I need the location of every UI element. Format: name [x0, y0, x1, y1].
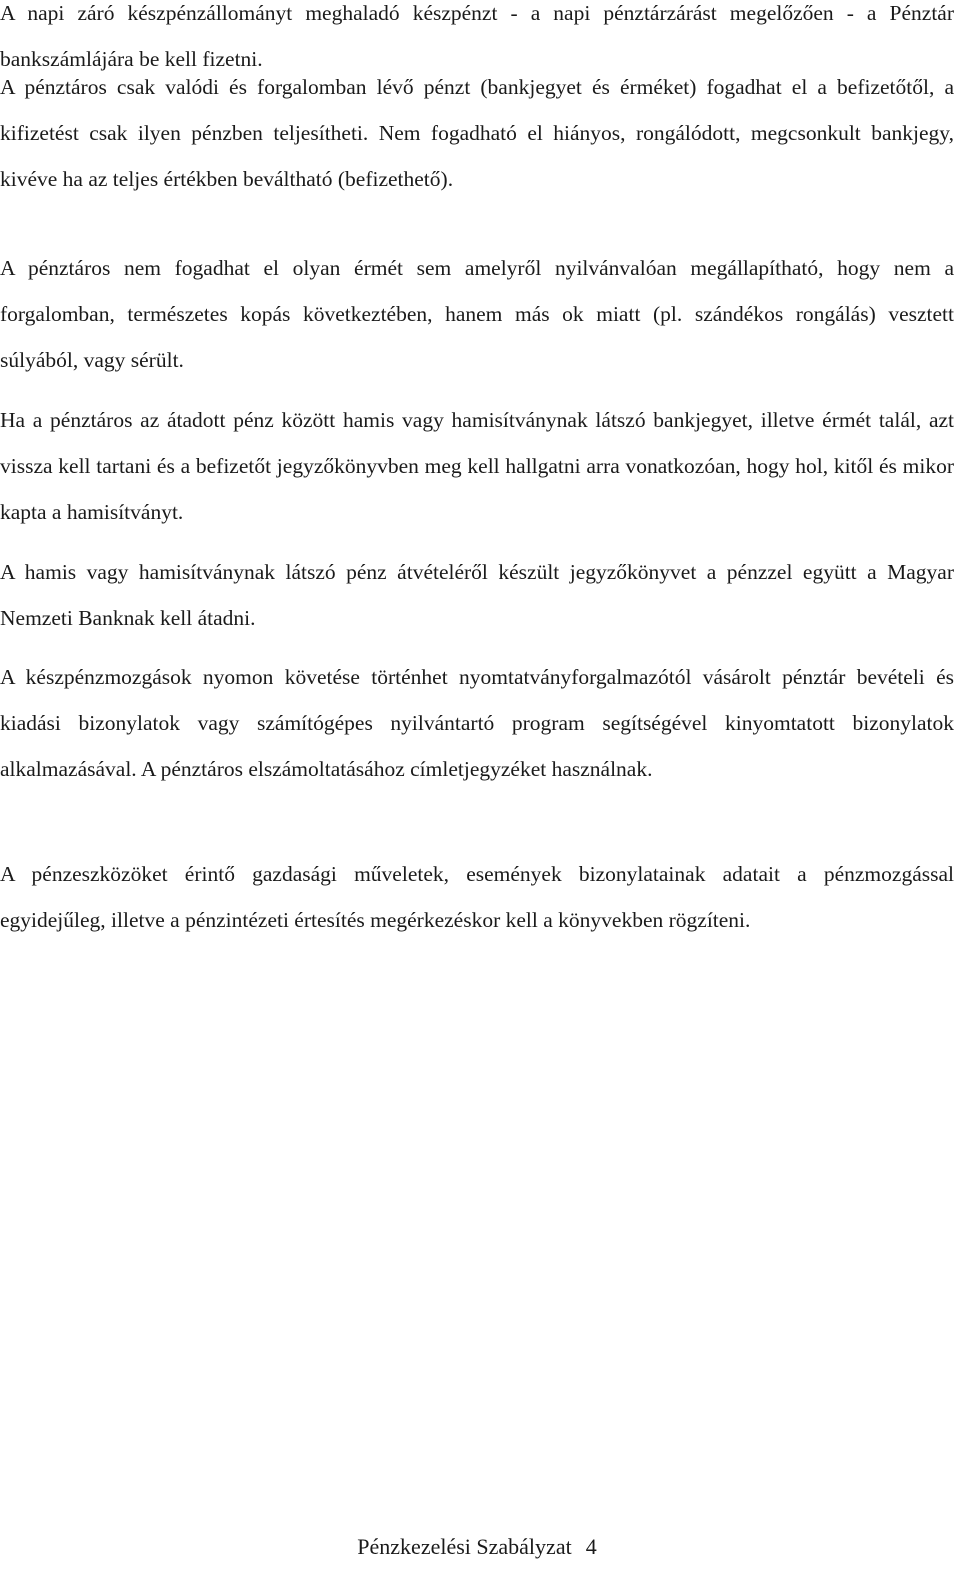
paragraph-bookkeeping: A pénzeszközöket érintő gazdasági műveletek, események bizonylatainak adatait a pénzmozgással egyidejűleg, illetve a pénzintézeti értesítés megérkezéskor kell a könyvekben rögzíteni.: [0, 862, 954, 932]
paragraph-cash-deposit: A napi záró készpénzállományt meghaladó készpénzt - a napi pénztárzárást megelőzően - a Pénztár bankszámlájára be kell fizetni.: [0, 1, 954, 71]
paragraph-cash-tracking: A készpénzmozgások nyomon követése történhet nyomtatványforgalmazótól vásárolt pénztár bevételi és kiadási bizonylatok vagy számítógépes nyilvántartó program segítségével kinyomtatott bizonylatok alkalmazásával. A pénztáros elszámoltatásához címletjegyzéket használnak.: [0, 665, 954, 781]
page-number: 4: [585, 1534, 597, 1559]
page-footer: [0, 1534, 954, 1560]
paragraph-counterfeit-report: A hamis vagy hamisítványnak látszó pénz átvételéről készült jegyzőkönyvet a pénzzel együtt a Magyar Nemzeti Banknak kell átadni.: [0, 560, 954, 630]
footer-title: Pénzkezelési Szabályzat: [357, 1534, 572, 1559]
paragraph-counterfeit-money: Ha a pénztáros az átadott pénz között hamis vagy hamisítványnak látszó bankjegyet, illetve érmét talál, azt vissza kell tartani és a befizetőt jegyzőkönyvben meg kell hallgatni arra vonatkozóan, hogy hol, kitől és mikor kapta a hamisítványt.: [0, 408, 954, 524]
paragraph-damaged-coins: A pénztáros nem fogadhat el olyan érmét sem amelyről nyilvánvalóan megállapítható, hogy nem a forgalomban, természetes kopás következtében, hanem más ok miatt (pl. szándékos rongálás) vesztett súlyából, vagy sérült.: [0, 256, 954, 372]
paragraph-valid-currency: A pénztáros csak valódi és forgalomban lévő pénzt (bankjegyet és érméket) fogadhat el a befizetőtől, a kifizetést csak ilyen pénzben teljesítheti. Nem fogadható el hiányos, rongálódott, megcsonkult bankjegy, kivéve ha az teljes értékben beváltható (befizethető).: [0, 75, 954, 191]
